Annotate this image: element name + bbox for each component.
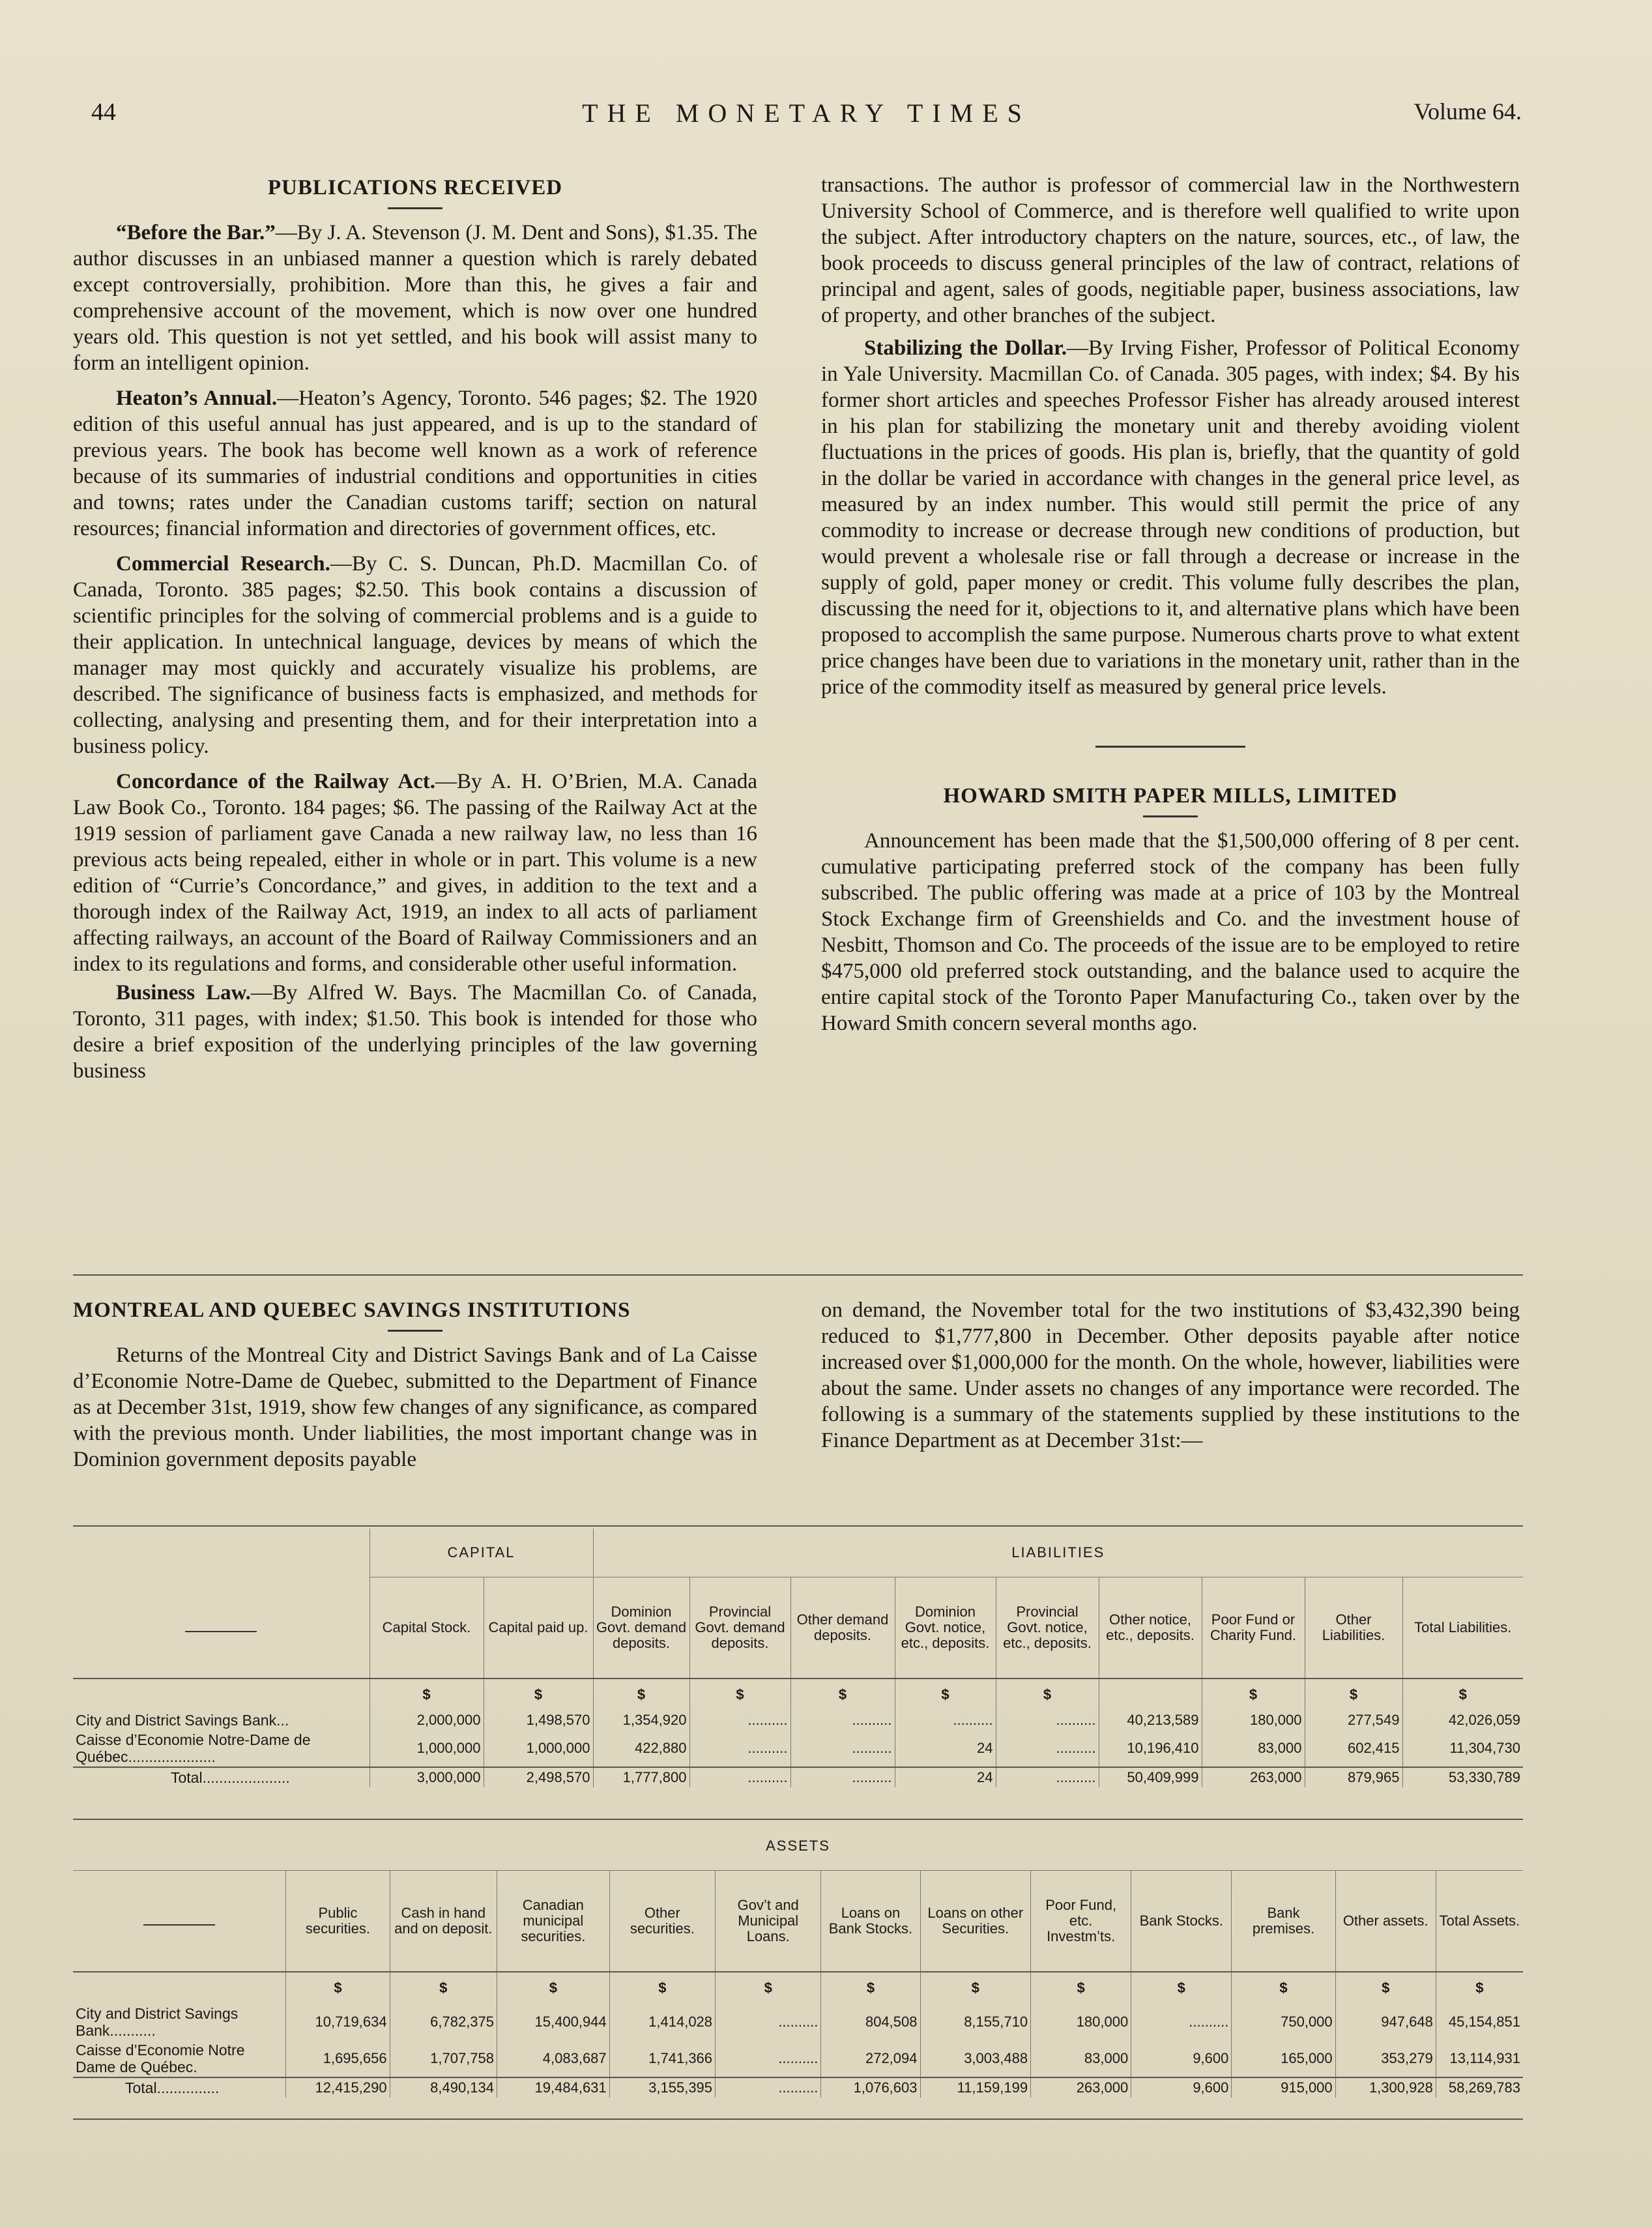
publication-item: “Before the Bar.”—By J. A. Stevenson (J. M. Dent and Sons), $1.35. The author discusses in an unbiased manner a question which is rarely debated except controversially, prohibition. More than this, he gives a fair and comprehensive account of the movement, which is now over one hundred years old. This question is not yet settled, and his book will assist many to form an intelligent opinion. xyxy=(73,221,757,375)
dollar-sign: $ xyxy=(920,1972,1031,2004)
publication-title: “Before the Bar.” xyxy=(116,221,276,244)
dollar-sign: $ xyxy=(1436,1972,1523,2004)
table-cell: 602,415 xyxy=(1305,1730,1402,1767)
table-cell: 58,269,783 xyxy=(1436,2077,1523,2098)
table-cell: 879,965 xyxy=(1305,1767,1402,1787)
table-cell: .......... xyxy=(790,1710,895,1730)
table-cell: 2,498,570 xyxy=(484,1767,593,1787)
montreal-heading: MONTREAL AND QUEBEC SAVINGS INSTITUTIONS xyxy=(73,1298,631,1322)
table-cell: .......... xyxy=(996,1710,1099,1730)
liabilities-table xyxy=(73,1529,1523,1787)
row-label: City and District Savings Bank... xyxy=(76,1712,289,1729)
dollar-sign: $ xyxy=(1402,1678,1523,1710)
table-cell: 272,094 xyxy=(821,2040,920,2077)
publication-title: Heaton’s Annual. xyxy=(116,387,278,410)
table-cell: 15,400,944 xyxy=(497,2004,610,2040)
column-header: Provincial Govt. notice, etc., deposits. xyxy=(996,1577,1099,1679)
table-rule xyxy=(73,1819,1523,1820)
dollar-sign: $ xyxy=(1335,1972,1436,2004)
table-cell: 45,154,851 xyxy=(1436,2004,1523,2040)
table-cell: 50,409,999 xyxy=(1099,1767,1202,1787)
publications-heading: PUBLICATIONS RECEIVED xyxy=(267,176,563,199)
column-header: Gov’t and Municipal Loans. xyxy=(716,1871,821,1972)
dollar-sign: $ xyxy=(1131,1972,1232,2004)
column-header: Provincial Govt. demand deposits. xyxy=(689,1577,790,1679)
stub-blank xyxy=(73,1529,370,1577)
column-header: Poor Fund or Charity Fund. xyxy=(1202,1577,1305,1679)
assets-group-header: ASSETS xyxy=(73,1822,1523,1871)
table-cell: 24 xyxy=(895,1767,996,1787)
publication-title: Concordance of the Railway Act. xyxy=(116,770,435,793)
column-header: Total Liabilities. xyxy=(1402,1577,1523,1679)
dollar-sign: $ xyxy=(821,1972,920,2004)
dollar-sign: $ xyxy=(286,1972,390,2004)
howard-text: Announcement has been made that the $1,500,000 offering of 8 per cent. cumulative participating preferred stock of the company has been fully subscribed. The public offering was made at a price of 103 by the Montreal Stock Exchange firm of Greenshields and Co. and the investment house of Nesbitt, Thomson and Co. The proceeds of the issue are to be employed to retire $475,000 old preferred stock outstanding, and the balance used to acquire the entire capital stock of the Toronto Paper Manufacturing Co., taken over by the Howard Smith concern several months ago. xyxy=(821,829,1520,1035)
table-cell: .......... xyxy=(996,1730,1099,1767)
dollar-row-stub xyxy=(73,1678,370,1710)
table-cell: .......... xyxy=(689,1730,790,1767)
montreal-right xyxy=(821,1297,1520,1454)
column-header: Other assets. xyxy=(1335,1871,1436,1972)
table-cell: 10,196,410 xyxy=(1099,1730,1202,1767)
table-row xyxy=(73,1710,1523,1730)
dollar-sign: $ xyxy=(790,1678,895,1710)
table-cell: .......... xyxy=(790,1767,895,1787)
dollar-sign: $ xyxy=(497,1972,610,2004)
table-cell: 1,498,570 xyxy=(484,1710,593,1730)
table-row xyxy=(73,2004,1523,2040)
table-cell: 180,000 xyxy=(1202,1710,1305,1730)
table-cell: 1,000,000 xyxy=(370,1730,484,1767)
publication-title: Stabilizing the Dollar. xyxy=(864,336,1067,360)
table-cell: 1,707,758 xyxy=(390,2040,497,2077)
assets-table xyxy=(73,1822,1523,2098)
column-header: Bank Stocks. xyxy=(1131,1871,1232,1972)
column-header: Other demand deposits. xyxy=(790,1577,895,1679)
dollar-sign: $ xyxy=(1031,1972,1131,2004)
dollar-sign: $ xyxy=(1232,1972,1335,2004)
column-header: Cash in hand and on deposit. xyxy=(390,1871,497,1972)
table-cell: 263,000 xyxy=(1031,2077,1131,2098)
row-label: Total..................... xyxy=(73,1767,370,1787)
montreal-text: Returns of the Montreal City and District Savings Bank and of La Caisse d’Economie Notre-Dame de Quebec, submitted to the Department of Finance as at December 31st, 1919, show few changes of any significance, as compared with the previous month. Under liabilities, the most important change was in Dominion government deposits payable xyxy=(73,1343,757,1471)
table-cell: 83,000 xyxy=(1031,2040,1131,2077)
column-header: Loans on Bank Stocks. xyxy=(821,1871,920,1972)
publication-title: Commercial Research. xyxy=(116,552,330,576)
table-cell: 12,415,290 xyxy=(286,2077,390,2098)
dollar-sign: $ xyxy=(895,1678,996,1710)
stub-header xyxy=(73,1871,286,1972)
table-cell: 277,549 xyxy=(1305,1710,1402,1730)
publications-column xyxy=(73,175,757,1084)
table-cell: 9,600 xyxy=(1131,2040,1232,2077)
publication-item: Commercial Research.—By C. S. Duncan, Ph.D. Macmillan Co. of Canada, Toronto. 385 pages; $2.50. This book contains a discussion of scientific principles for the solving of commercial problems and is a guide to their application. In untechnical language, devices by means of which the manager may most quickly and accurately visualize his problems, are described. The significance of business facts is emphasized, and methods for collecting, analysing and presenting them, and for their interpretation into a business policy. xyxy=(73,552,757,758)
stub-header xyxy=(73,1577,370,1679)
table-cell: 83,000 xyxy=(1202,1730,1305,1767)
publication-item: Stabilizing the Dollar.—By Irving Fisher, Professor of Political Economy in Yale University. Macmillan Co. of Canada. 305 pages, with index; $4. By his former short articles and speeches Professor Fisher has already aroused interest in his plan for stabilizing the monetary unit and thereby avoiding violent fluctuations in the prices of goods. His plan is, briefly, that the quantity of gold in the dollar be varied in accordance with changes in the general price level, as measured by an index number. This would still permit the price of any commodity to increase or decrease through new conditions of production, but would prevent a wholesale rise or fall through a decrease or increase in the supply of gold, paper money or credit. This volume fully describes the plan, discussing the need for it, objections to it, and alternative plans which have been proposed to accomplish the same purpose. Numerous charts prove to what extent price changes have been due to variations in the monetary unit, rather than in the price of the commodity itself as measured by general price levels. xyxy=(821,336,1520,699)
column-header: Capital Stock. xyxy=(370,1577,484,1679)
column-header: Canadian municipal securities. xyxy=(497,1871,610,1972)
liabilities-group-header: LIABILITIES xyxy=(593,1529,1523,1577)
howard-heading: HOWARD SMITH PAPER MILLS, LIMITED xyxy=(943,784,1398,808)
table-row xyxy=(73,2040,1523,2077)
publication-item: Heaton’s Annual.—Heaton’s Agency, Toronto. 546 pages; $2. The 1920 edition of this useful annual has just appeared, and is up to the standard of previous years. The book has become well known as a work of reference because of its summaries of industrial conditions and opportunities in cities and towns; rates under the Canadian customs tariff; section on natural resources; financial information and directories of government offices, etc. xyxy=(73,387,757,540)
column-header: Loans on other Securities. xyxy=(920,1871,1031,1972)
table-cell: 11,159,199 xyxy=(920,2077,1031,2098)
table-cell: 750,000 xyxy=(1232,2004,1335,2040)
dollar-sign: $ xyxy=(996,1678,1099,1710)
publication-continuation: transactions. The author is professor of commercial law in the Northwestern University School of Commerce, and is therefore well qualified to write upon the subject. After introductory chapters on the nature, sources, etc., of law, the book proceeds to discuss general principles of the law of contract, relations of principal and agent, sales of goods, negitiable paper, business associations, law of property, and other branches of the subject. xyxy=(821,173,1520,327)
table-cell: 263,000 xyxy=(1202,1767,1305,1787)
table-cell: 1,414,028 xyxy=(609,2004,715,2040)
publication-item: Business Law.—By Alfred W. Bays. The Macmillan Co. of Canada, Toronto, 311 pages, with index; $1.50. This book is intended for those who desire a brief exposition of the underlying principles of the law governing business xyxy=(73,981,757,1083)
table-rule xyxy=(73,1525,1523,1527)
page-header xyxy=(91,98,1522,137)
table-cell: 42,026,059 xyxy=(1402,1710,1523,1730)
table-cell: 1,000,000 xyxy=(484,1730,593,1767)
table-cell: 1,695,656 xyxy=(286,2040,390,2077)
table-cell: .......... xyxy=(716,2004,821,2040)
capital-group-header: CAPITAL xyxy=(370,1529,593,1577)
table-cell: 915,000 xyxy=(1232,2077,1335,2098)
right-column xyxy=(821,172,1520,1036)
column-header: Capital paid up. xyxy=(484,1577,593,1679)
table-cell: .......... xyxy=(996,1767,1099,1787)
row-label: Total............... xyxy=(73,2077,286,2098)
table-cell: 8,490,134 xyxy=(390,2077,497,2098)
table-cell: 40,213,589 xyxy=(1099,1710,1202,1730)
column-header: Poor Fund, etc. Investm’ts. xyxy=(1031,1871,1131,1972)
publication-item: Concordance of the Railway Act.—By A. H. O’Brien, M.A. Canada Law Book Co., Toronto. 184 pages; $6. The passing of the Railway Act at the 1919 session of parliament gave Canada a new railway law, no less than 16 previous acts being repealed, either in whole or in part. This volume is a new edition of “Currie’s Concordance,” and gives, in addition to the text and a thorough index of the Railway Act, 1919, an index to all acts of parliament affecting railways, an account of the Board of Railway Commissioners and an index to its regulations and forms, and considerable other useful information. xyxy=(73,770,757,976)
dollar-sign: $ xyxy=(370,1678,484,1710)
montreal-left xyxy=(73,1297,757,1473)
table-cell: 3,003,488 xyxy=(920,2040,1031,2077)
row-label: Caisse d’Economie Notre-Dame de Québec..................... xyxy=(76,1731,311,1765)
column-header: Other Liabilities. xyxy=(1305,1577,1402,1679)
table-cell: 804,508 xyxy=(821,2004,920,2040)
table-cell: 1,354,920 xyxy=(593,1710,689,1730)
section-rule xyxy=(73,1274,1523,1276)
page-number: 44 xyxy=(91,98,116,126)
dollar-sign: $ xyxy=(689,1678,790,1710)
table-cell: 180,000 xyxy=(1031,2004,1131,2040)
table-cell: 1,076,603 xyxy=(821,2077,920,2098)
column-header: Other notice, etc., deposits. xyxy=(1099,1577,1202,1679)
dollar-sign: $ xyxy=(390,1972,497,2004)
volume-label: Volume 64. xyxy=(1413,98,1522,125)
table-cell: 6,782,375 xyxy=(390,2004,497,2040)
row-label: Caisse d’Economie Notre Dame de Québec. xyxy=(76,2042,245,2075)
table-cell: .......... xyxy=(689,1767,790,1787)
bottom-rule xyxy=(73,2118,1523,2120)
column-header: Bank premises. xyxy=(1232,1871,1335,1972)
column-header: Dominion Govt. demand deposits. xyxy=(593,1577,689,1679)
column-header: Total Assets. xyxy=(1436,1871,1523,1972)
table-cell: .......... xyxy=(895,1710,996,1730)
dollar-sign: $ xyxy=(716,1972,821,2004)
total-row xyxy=(73,2077,1523,2098)
table-cell: 13,114,931 xyxy=(1436,2040,1523,2077)
table-cell: .......... xyxy=(790,1730,895,1767)
row-label: City and District Savings Bank........... xyxy=(76,2005,239,2039)
montreal-text-continued: on demand, the November total for the two institutions of $3,432,390 being reduced to $1,777,800 in December. Other deposits payable after notice increased over $1,000,000 for the month. On the whole, however, liabilities were about the same. Under assets no changes of any importance were recorded. The following is a summary of the statements supplied by these institutions to the Finance Department as at December 31st:— xyxy=(821,1298,1520,1452)
publication-title: Business Law. xyxy=(116,981,251,1004)
table-row xyxy=(73,1730,1523,1767)
table-cell: 1,741,366 xyxy=(609,2040,715,2077)
table-cell: 4,083,687 xyxy=(497,2040,610,2077)
table-cell: 8,155,710 xyxy=(920,2004,1031,2040)
dollar-sign: $ xyxy=(1202,1678,1305,1710)
heading-dash xyxy=(388,1330,442,1332)
table-cell: 10,719,634 xyxy=(286,2004,390,2040)
table-cell: 422,880 xyxy=(593,1730,689,1767)
column-header: Dominion Govt. notice, etc., deposits. xyxy=(895,1577,996,1679)
total-row xyxy=(73,1767,1523,1787)
table-cell: 165,000 xyxy=(1232,2040,1335,2077)
table-cell: 353,279 xyxy=(1335,2040,1436,2077)
table-cell: .......... xyxy=(716,2040,821,2077)
table-cell: 947,648 xyxy=(1335,2004,1436,2040)
table-cell: 19,484,631 xyxy=(497,2077,610,2098)
table-cell: .......... xyxy=(689,1710,790,1730)
table-cell: 1,777,800 xyxy=(593,1767,689,1787)
table-cell: 3,155,395 xyxy=(609,2077,715,2098)
table-cell: 9,600 xyxy=(1131,2077,1232,2098)
column-header: Public securities. xyxy=(286,1871,390,1972)
section-divider xyxy=(1095,746,1245,748)
dollar-sign xyxy=(1099,1678,1202,1710)
dollar-sign: $ xyxy=(609,1972,715,2004)
table-cell: 1,300,928 xyxy=(1335,2077,1436,2098)
dollar-sign: $ xyxy=(593,1678,689,1710)
table-cell: 24 xyxy=(895,1730,996,1767)
table-cell: .......... xyxy=(716,2077,821,2098)
dollar-sign: $ xyxy=(484,1678,593,1710)
heading-dash xyxy=(1143,815,1198,817)
dollar-row-stub xyxy=(73,1972,286,2004)
table-cell: 2,000,000 xyxy=(370,1710,484,1730)
publication-title: THE MONETARY TIMES xyxy=(582,98,1031,128)
table-cell: .......... xyxy=(1131,2004,1232,2040)
dollar-sign: $ xyxy=(1305,1678,1402,1710)
heading-dash xyxy=(388,207,442,209)
table-cell: 11,304,730 xyxy=(1402,1730,1523,1767)
table-cell: 53,330,789 xyxy=(1402,1767,1523,1787)
table-cell: 3,000,000 xyxy=(370,1767,484,1787)
column-header: Other securities. xyxy=(609,1871,715,1972)
